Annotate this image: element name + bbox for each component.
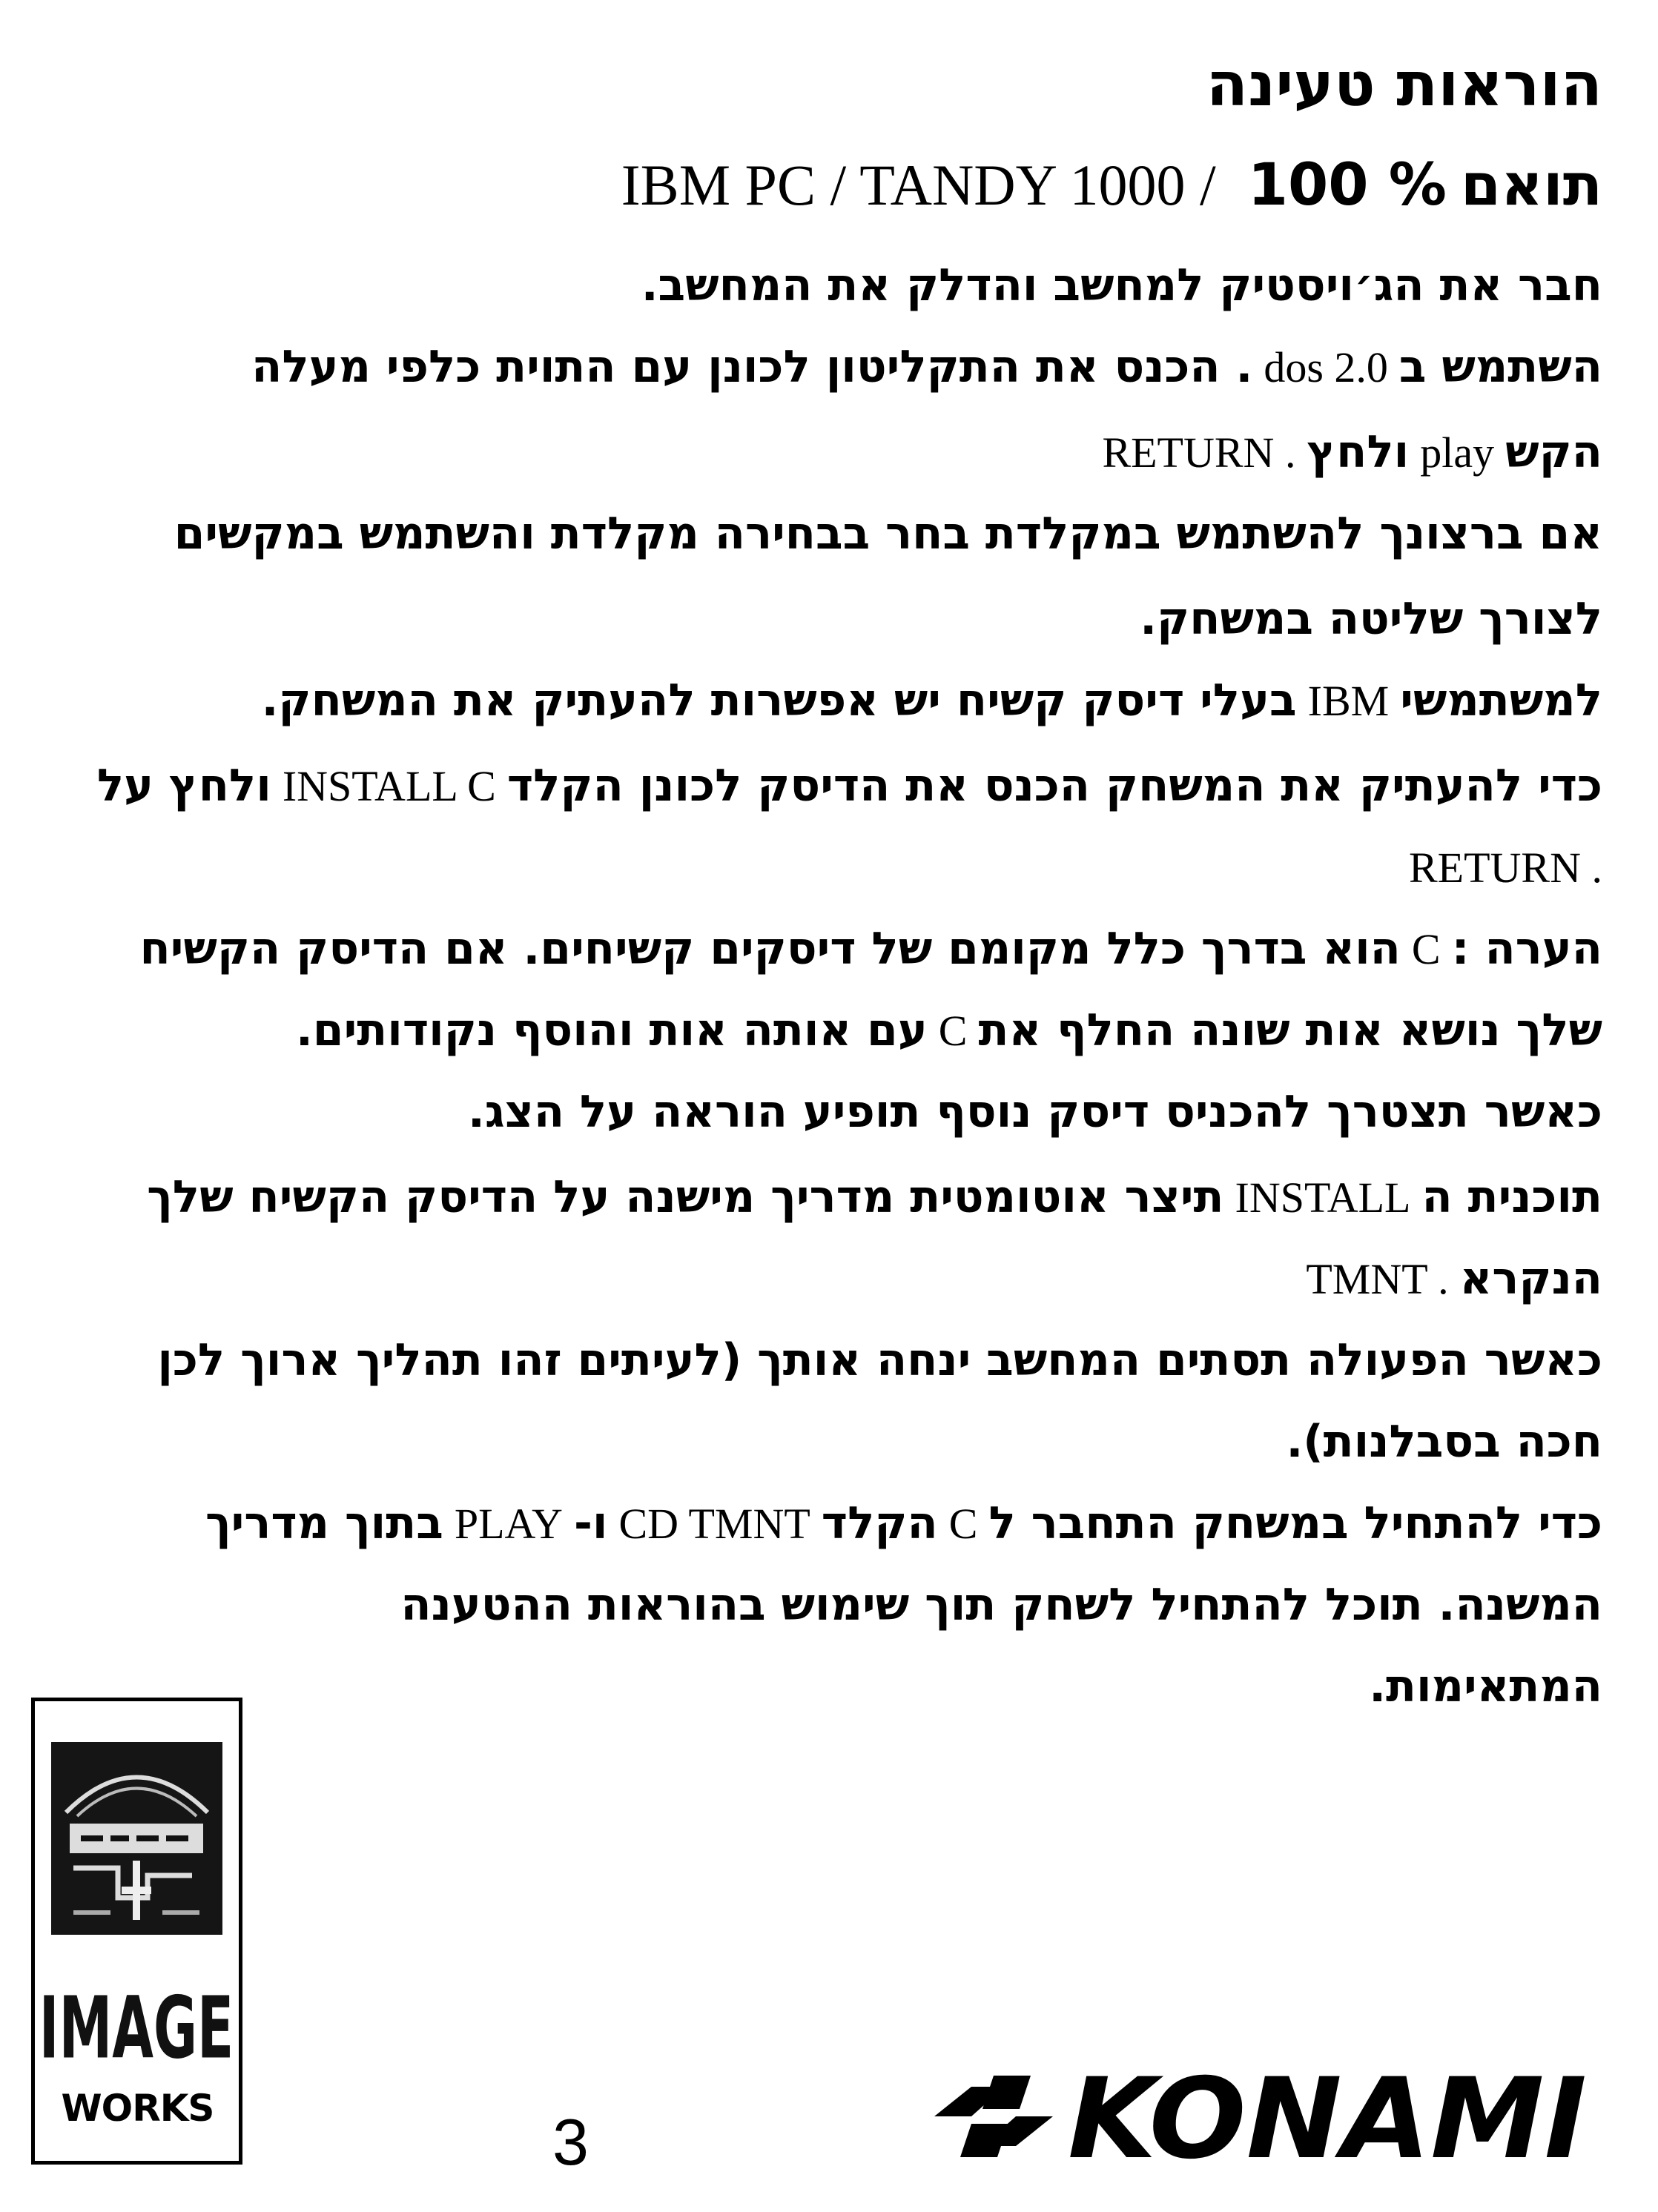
hebrew-text: המשנה. תוכל להתחיל לשחק תוך שימוש בהוראות ההטענה [400,1579,1602,1631]
text-line [641,256,1602,315]
latin-term: INSTALL C [282,762,496,810]
latin-term: INSTALL [1235,1173,1411,1222]
image-word-text: IMAGE [39,1978,234,2078]
hebrew-text: שלך נושא אות שונה החלף את [978,1004,1602,1056]
hebrew-text: . הכנס את התקליטון לכונן עם התוית כלפי מעלה [251,341,1253,393]
hebrew-text: הוא בדרך כלל מקומם של דיסקים קשיחים. אם הדיסק הקשיח [139,923,1401,975]
text-line [139,919,1602,979]
hebrew-text: תוכנית ה [1421,1171,1602,1223]
hebrew-text: עם אותה אות והוסף נקודותים. [296,1004,928,1056]
hebrew-text: הערה : [1451,923,1602,975]
hebrew-text: ו- [573,1497,608,1549]
konami-mark-icon [934,2076,1053,2157]
latin-term: CD TMNT [618,1500,810,1548]
hebrew-text: הנקרא [1459,1253,1602,1305]
text-line [1409,838,1602,898]
hebrew-text: הקש [1505,426,1602,478]
text-line [1140,589,1602,649]
compat-systems: IBM PC / TANDY 1000 / [621,153,1216,217]
latin-term: C [1411,925,1441,973]
latin-term: TMNT . [1306,1255,1449,1303]
hebrew-text: ולחץ [1307,426,1410,478]
text-line [157,1331,1602,1390]
text-line [468,1082,1602,1142]
text-line [1306,1249,1602,1309]
page-number: 3 [552,2105,589,2179]
works-word: WORKS [61,2087,214,2130]
text-line [1102,423,1602,483]
compat-percent: 100 % [1247,152,1447,219]
latin-term: RETURN . [1409,844,1602,892]
text-line [400,1575,1602,1635]
hebrew-text: אם ברצונך להשתמש במקלדת בחר בבחירה מקלדת והשתמש במקשים [174,508,1602,560]
text-line [205,1494,1602,1554]
hebrew-text: בעלי דיסק קשיח יש אפשרות להעתיק את המשחק. [261,675,1297,726]
hebrew-text: חבר את הג׳ויסטיק למחשב והדלק את המחשב. [641,259,1602,311]
text-line [296,1001,1602,1061]
page-title: הוראות טעינה [1206,50,1602,120]
latin-term: dos 2.0 [1264,343,1388,391]
hebrew-text: כאשר הפעולה תסתים המחשב ינחה אותך (לעיתים זהו תהליך ארוך לכן [157,1334,1602,1386]
hebrew-text: חכה בסבלנות). [1286,1416,1602,1468]
hebrew-text: כדי להעתיק את המשחק הכנס את הדיסק לכונן הקלד [506,760,1602,812]
image-works-emblem-icon [51,1742,222,1935]
text-line [251,337,1602,397]
hebrew-text: כאשר תצטרך להכניס דיסק נוסף תופיע הוראה על הצג. [468,1086,1602,1138]
latin-term: RETURN . [1102,428,1296,477]
text-line [1286,1412,1602,1471]
compatibility-line [621,148,1602,223]
compat-hebrew: תואם [1460,152,1602,219]
text-line [174,504,1602,563]
text-line [97,756,1602,816]
text-line [1369,1657,1602,1716]
konami-logo [919,2055,1602,2184]
hebrew-text: הקלד [821,1497,938,1549]
hebrew-text: למשתמשי [1400,675,1602,726]
hebrew-text: השתמש ב [1398,341,1602,393]
hebrew-text: בתוך מדריך [205,1497,443,1549]
hebrew-text: תיצר אוטומטית מדריך מישנה על הדיסק הקשיח שלך [147,1171,1224,1223]
latin-term: C [948,1500,978,1548]
image-works-logo [31,1698,242,2165]
hebrew-text: כדי להתחיל במשחק התחבר ל [988,1497,1602,1549]
text-line [147,1168,1602,1228]
text-line [262,671,1602,731]
image-word-mark [39,1946,234,2079]
konami-word: KONAMI [1068,2055,1587,2184]
latin-term: IBM [1307,677,1390,725]
hebrew-text: המתאימות. [1369,1660,1602,1712]
hebrew-text: לצורך שליטה במשחק. [1140,593,1602,645]
latin-term: play [1420,428,1495,477]
hebrew-text: ולחץ על [96,760,271,812]
latin-term: PLAY [454,1500,563,1548]
latin-term: C [938,1007,968,1055]
